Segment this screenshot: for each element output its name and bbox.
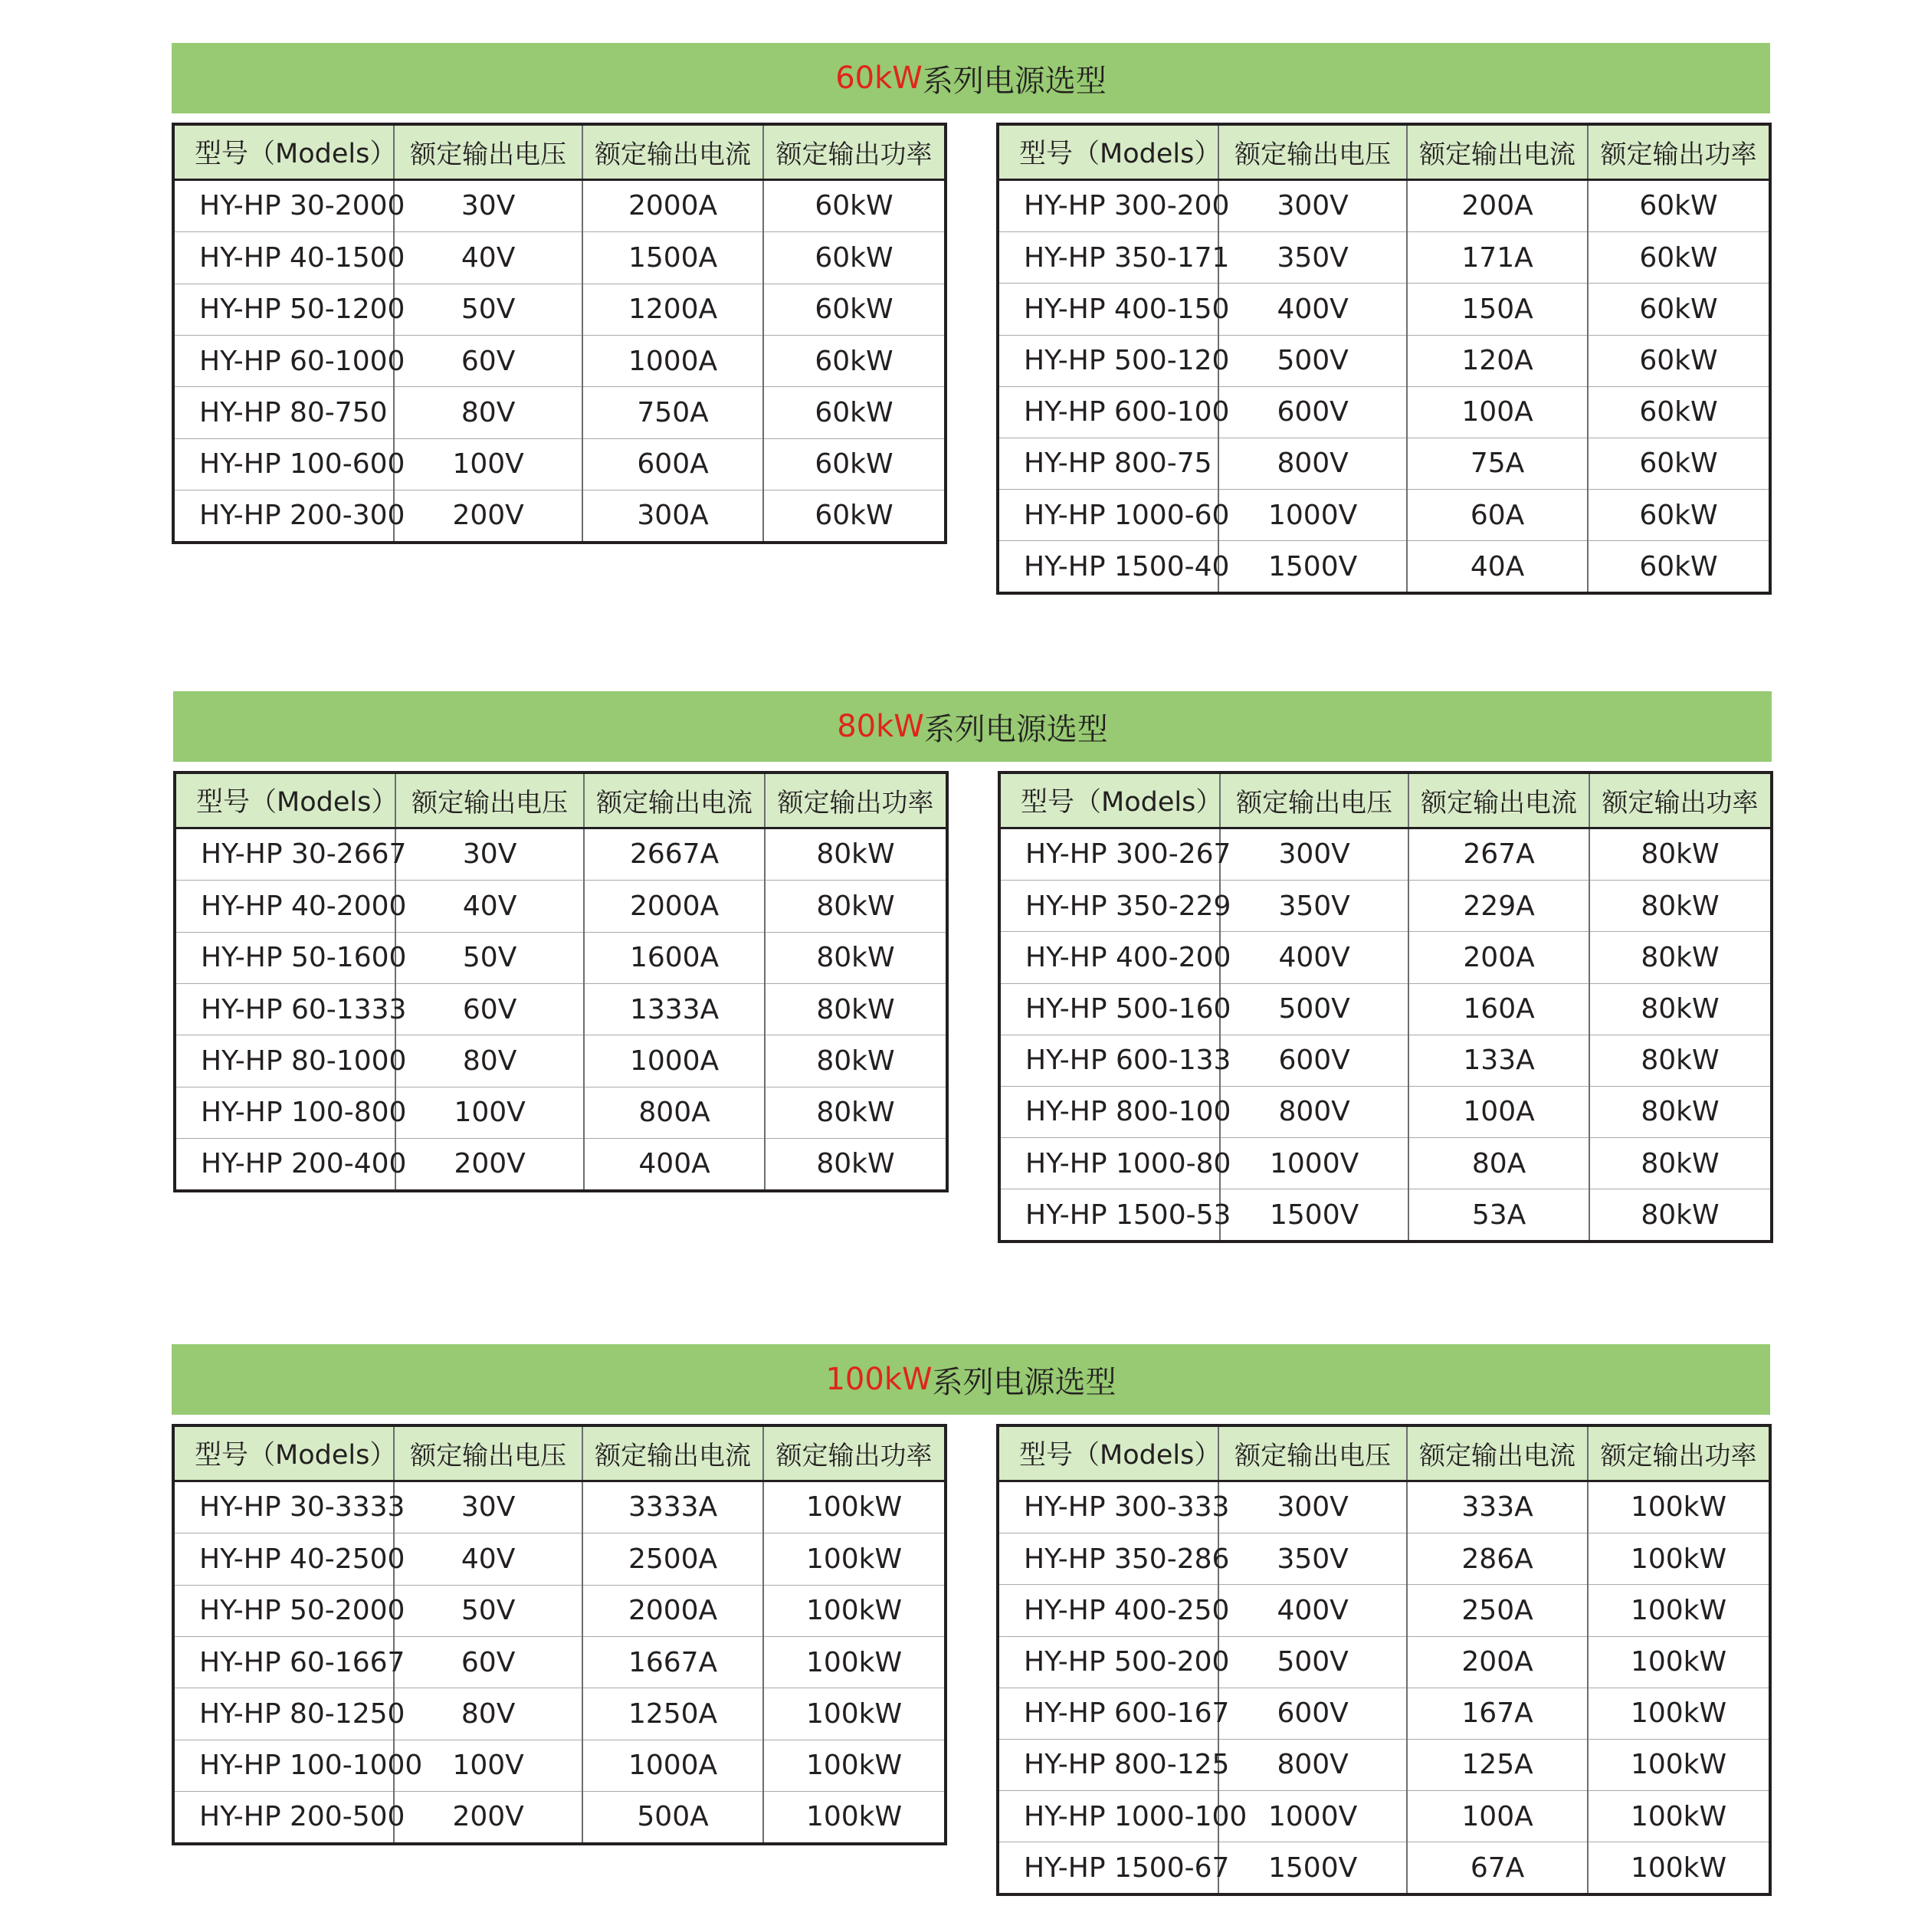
cell-voltage: 800V bbox=[1220, 1086, 1408, 1137]
cell-current: 2000A bbox=[582, 179, 763, 232]
spec-table bbox=[996, 123, 1772, 595]
cell-voltage: 30V bbox=[395, 828, 584, 881]
header-row bbox=[176, 774, 946, 828]
cell-current: 2000A bbox=[582, 1585, 763, 1636]
table-row bbox=[176, 828, 946, 881]
table-row bbox=[176, 1087, 946, 1138]
cell-current: 229A bbox=[1408, 881, 1589, 932]
cell-model: HY-HP 60-1333 bbox=[176, 984, 395, 1035]
cell-power: 60kW bbox=[1588, 489, 1769, 540]
cell-current: 80A bbox=[1408, 1137, 1589, 1189]
table-row bbox=[175, 1481, 944, 1533]
table-row bbox=[175, 284, 944, 335]
cell-power: 100kW bbox=[1630, 1852, 1727, 1884]
cell-voltage: 350V bbox=[1220, 881, 1408, 932]
cell-voltage: 40V bbox=[394, 232, 582, 284]
table-row bbox=[176, 1138, 946, 1189]
table-row bbox=[175, 336, 944, 387]
header-current: 额定输出电流 bbox=[1408, 774, 1589, 828]
header-row bbox=[999, 1427, 1769, 1481]
cell-current: 3333A bbox=[582, 1481, 763, 1533]
cell-power: 100kW bbox=[805, 1801, 903, 1833]
header-voltage: 额定输出电压 bbox=[394, 1427, 582, 1481]
cell-model: HY-HP 1500-40 bbox=[999, 541, 1218, 592]
header-power: 额定输出功率 bbox=[763, 126, 944, 179]
table-row bbox=[1001, 932, 1770, 983]
cell-current: 200A bbox=[1408, 932, 1589, 983]
cell-model: HY-HP 1000-100 bbox=[999, 1790, 1218, 1842]
cell-voltage: 40V bbox=[395, 881, 584, 932]
cell-current: 286A bbox=[1407, 1533, 1588, 1585]
cell-voltage: 300V bbox=[1220, 828, 1408, 881]
cell-model: HY-HP 400-200 bbox=[1001, 932, 1220, 983]
header-voltage: 额定输出电压 bbox=[395, 774, 584, 828]
spec-grid bbox=[176, 774, 946, 1189]
cell-model: HY-HP 500-200 bbox=[999, 1636, 1218, 1688]
cell-power: 80kW bbox=[1589, 828, 1770, 881]
cell-current: 2000A bbox=[584, 881, 765, 932]
cell-current: 100A bbox=[1408, 1086, 1589, 1137]
header-model: 型号（Models） bbox=[175, 126, 394, 179]
table-row bbox=[176, 881, 946, 932]
banner-title-suffix: 系列电源选型 bbox=[922, 63, 1107, 99]
cell-power: 80kW bbox=[1589, 881, 1770, 932]
cell-power: 80kW bbox=[816, 1148, 895, 1180]
cell-power: 60kW bbox=[763, 336, 944, 387]
table-row bbox=[1001, 1086, 1770, 1137]
cell-current: 160A bbox=[1408, 983, 1589, 1035]
cell-voltage: 80V bbox=[394, 1688, 582, 1740]
cell-power: 100kW bbox=[763, 1585, 944, 1636]
cell-voltage: 1500V bbox=[1218, 541, 1407, 592]
cell-power: 100kW bbox=[1588, 1739, 1769, 1790]
cell-voltage: 40V bbox=[394, 1533, 582, 1585]
cell-voltage: 100V bbox=[394, 1740, 582, 1791]
cell-model: HY-HP 1500-67 bbox=[999, 1842, 1218, 1893]
cell-current: 500A bbox=[582, 1791, 763, 1842]
cell-current: 133A bbox=[1408, 1035, 1589, 1086]
header-row bbox=[999, 126, 1769, 179]
cell-model: HY-HP 300-267 bbox=[1001, 828, 1220, 881]
header-power: 额定输出功率 bbox=[763, 1427, 944, 1481]
cell-current: 120A bbox=[1407, 335, 1588, 386]
cell-current: 2500A bbox=[582, 1533, 763, 1585]
cell-model: HY-HP 200-500 bbox=[175, 1791, 394, 1842]
cell-voltage: 1500V bbox=[1220, 1189, 1408, 1240]
header-voltage: 额定输出电压 bbox=[1218, 126, 1407, 179]
banner-power-label: 80kW bbox=[837, 709, 924, 744]
cell-power: 100kW bbox=[1588, 1533, 1769, 1585]
table-row bbox=[999, 1636, 1769, 1688]
cell-current: 200A bbox=[1407, 1636, 1588, 1688]
cell-voltage: 600V bbox=[1218, 1688, 1407, 1739]
cell-current: 1200A bbox=[582, 284, 763, 335]
cell-current: 1000A bbox=[584, 1035, 765, 1087]
cell-power: 60kW bbox=[815, 500, 894, 532]
cell-voltage: 60V bbox=[394, 336, 582, 387]
cell-power: 80kW bbox=[765, 881, 946, 932]
cell-model: HY-HP 30-2667 bbox=[176, 828, 395, 881]
cell-voltage: 50V bbox=[394, 284, 582, 335]
cell-power: 100kW bbox=[1588, 1636, 1769, 1688]
table-row bbox=[999, 1585, 1769, 1636]
table-row bbox=[1001, 1137, 1770, 1189]
spec-grid bbox=[175, 126, 944, 541]
cell-model: HY-HP 60-1000 bbox=[175, 336, 394, 387]
table-row bbox=[175, 1637, 944, 1688]
cell-model: HY-HP 50-2000 bbox=[175, 1585, 394, 1636]
cell-power: 100kW bbox=[763, 1481, 944, 1533]
cell-power: 60kW bbox=[1588, 179, 1769, 232]
cell-current: 150A bbox=[1407, 284, 1588, 335]
header-voltage: 额定输出电压 bbox=[394, 126, 582, 179]
table-row bbox=[999, 541, 1769, 592]
cell-model: HY-HP 40-2000 bbox=[176, 881, 395, 932]
cell-current: 167A bbox=[1407, 1688, 1588, 1739]
header-row bbox=[175, 1427, 944, 1481]
table-row bbox=[999, 1739, 1769, 1790]
table-row bbox=[175, 387, 944, 438]
cell-model: HY-HP 500-160 bbox=[1001, 983, 1220, 1035]
cell-model: HY-HP 600-167 bbox=[999, 1688, 1218, 1739]
table-row bbox=[175, 1533, 944, 1585]
cell-voltage: 60V bbox=[394, 1637, 582, 1688]
cell-voltage: 800V bbox=[1218, 438, 1407, 489]
cell-power: 100kW bbox=[763, 1688, 944, 1740]
cell-model: HY-HP 200-300 bbox=[175, 490, 394, 541]
cell-voltage: 80V bbox=[395, 1035, 584, 1087]
header-current: 额定输出电流 bbox=[582, 1427, 763, 1481]
spec-table bbox=[172, 1424, 947, 1845]
table-row bbox=[999, 386, 1769, 438]
table-row bbox=[175, 1688, 944, 1740]
table-row bbox=[175, 438, 944, 490]
cell-model: HY-HP 80-1000 bbox=[176, 1035, 395, 1087]
cell-voltage: 500V bbox=[1220, 983, 1408, 1035]
cell-voltage: 800V bbox=[1218, 1739, 1407, 1790]
cell-model: HY-HP 800-100 bbox=[1001, 1086, 1220, 1137]
cell-model: HY-HP 30-3333 bbox=[175, 1481, 394, 1533]
cell-model: HY-HP 80-750 bbox=[175, 387, 394, 438]
table-row bbox=[999, 1790, 1769, 1842]
cell-model: HY-HP 300-333 bbox=[999, 1481, 1218, 1533]
cell-current: 171A bbox=[1407, 232, 1588, 284]
banner-power-label: 60kW bbox=[835, 61, 923, 96]
cell-current: 67A bbox=[1407, 1842, 1588, 1893]
cell-model: HY-HP 800-75 bbox=[999, 438, 1218, 489]
cell-voltage: 350V bbox=[1218, 232, 1407, 284]
spec-grid bbox=[999, 126, 1769, 592]
table-row bbox=[999, 179, 1769, 232]
cell-current: 333A bbox=[1407, 1481, 1588, 1533]
cell-current: 100A bbox=[1407, 386, 1588, 438]
cell-model: HY-HP 1500-53 bbox=[1001, 1189, 1220, 1240]
cell-current: 1600A bbox=[584, 932, 765, 983]
cell-voltage: 600V bbox=[1218, 386, 1407, 438]
table-row bbox=[999, 1533, 1769, 1585]
cell-power: 80kW bbox=[765, 1035, 946, 1087]
cell-current: 200A bbox=[1407, 179, 1588, 232]
table-row bbox=[999, 232, 1769, 284]
header-model: 型号（Models） bbox=[175, 1427, 394, 1481]
cell-power: 80kW bbox=[765, 828, 946, 881]
cell-voltage: 50V bbox=[394, 1585, 582, 1636]
banner-power-label: 100kW bbox=[825, 1362, 933, 1397]
table-row bbox=[999, 489, 1769, 540]
cell-power: 80kW bbox=[1589, 1137, 1770, 1189]
cell-model: HY-HP 100-800 bbox=[176, 1087, 395, 1138]
spec-table bbox=[998, 771, 1773, 1243]
header-power: 额定输出功率 bbox=[765, 774, 946, 828]
cell-model: HY-HP 300-200 bbox=[999, 179, 1218, 232]
cell-power: 80kW bbox=[765, 984, 946, 1035]
header-model: 型号（Models） bbox=[1001, 774, 1220, 828]
cell-model: HY-HP 400-250 bbox=[999, 1585, 1218, 1636]
cell-voltage: 500V bbox=[1218, 1636, 1407, 1688]
cell-power: 100kW bbox=[763, 1740, 944, 1791]
cell-power: 80kW bbox=[1641, 1199, 1720, 1231]
section-banner-80kw bbox=[173, 691, 1772, 762]
cell-current: 53A bbox=[1408, 1189, 1589, 1240]
cell-model: HY-HP 200-400 bbox=[176, 1138, 395, 1189]
header-power: 额定输出功率 bbox=[1588, 1427, 1769, 1481]
cell-model: HY-HP 50-1200 bbox=[175, 284, 394, 335]
header-model: 型号（Models） bbox=[176, 774, 395, 828]
spec-grid bbox=[175, 1427, 944, 1842]
header-power: 额定输出功率 bbox=[1588, 126, 1769, 179]
cell-power: 100kW bbox=[1588, 1585, 1769, 1636]
cell-current: 1500A bbox=[582, 232, 763, 284]
cell-model: HY-HP 1000-60 bbox=[999, 489, 1218, 540]
cell-voltage: 50V bbox=[395, 932, 584, 983]
cell-current: 400A bbox=[584, 1138, 765, 1189]
cell-power: 80kW bbox=[765, 932, 946, 983]
cell-voltage: 80V bbox=[394, 387, 582, 438]
cell-power: 100kW bbox=[763, 1637, 944, 1688]
cell-voltage: 1000V bbox=[1218, 1790, 1407, 1842]
header-model: 型号（Models） bbox=[999, 126, 1218, 179]
cell-current: 60A bbox=[1407, 489, 1588, 540]
cell-power: 60kW bbox=[763, 438, 944, 490]
cell-model: HY-HP 100-1000 bbox=[175, 1740, 394, 1791]
cell-power: 60kW bbox=[1588, 284, 1769, 335]
table-row bbox=[175, 1791, 944, 1842]
cell-voltage: 60V bbox=[395, 984, 584, 1035]
cell-voltage: 300V bbox=[1218, 1481, 1407, 1533]
header-current: 额定输出电流 bbox=[584, 774, 765, 828]
cell-current: 100A bbox=[1407, 1790, 1588, 1842]
cell-power: 80kW bbox=[1589, 1035, 1770, 1086]
cell-model: HY-HP 1000-80 bbox=[1001, 1137, 1220, 1189]
spec-table bbox=[996, 1424, 1772, 1896]
cell-model: HY-HP 60-1667 bbox=[175, 1637, 394, 1688]
header-voltage: 额定输出电压 bbox=[1218, 1427, 1407, 1481]
cell-power: 100kW bbox=[1588, 1481, 1769, 1533]
header-row bbox=[175, 126, 944, 179]
cell-voltage: 200V bbox=[395, 1138, 584, 1189]
table-row bbox=[1001, 828, 1770, 881]
cell-voltage: 30V bbox=[394, 1481, 582, 1533]
cell-power: 80kW bbox=[1589, 983, 1770, 1035]
cell-power: 100kW bbox=[1588, 1790, 1769, 1842]
cell-voltage: 400V bbox=[1220, 932, 1408, 983]
cell-current: 750A bbox=[582, 387, 763, 438]
cell-power: 60kW bbox=[1588, 232, 1769, 284]
cell-power: 60kW bbox=[763, 387, 944, 438]
cell-model: HY-HP 30-2000 bbox=[175, 179, 394, 232]
spec-table bbox=[172, 123, 947, 544]
table-row bbox=[1001, 983, 1770, 1035]
table-row bbox=[999, 1842, 1769, 1893]
header-voltage: 额定输出电压 bbox=[1220, 774, 1408, 828]
cell-power: 60kW bbox=[763, 284, 944, 335]
header-model: 型号（Models） bbox=[999, 1427, 1218, 1481]
cell-power: 80kW bbox=[1589, 1086, 1770, 1137]
table-row bbox=[176, 984, 946, 1035]
header-current: 额定输出电流 bbox=[1407, 126, 1588, 179]
cell-power: 80kW bbox=[765, 1087, 946, 1138]
table-row bbox=[175, 179, 944, 232]
cell-power: 80kW bbox=[1589, 932, 1770, 983]
table-row bbox=[1001, 1189, 1770, 1240]
cell-model: HY-HP 50-1600 bbox=[176, 932, 395, 983]
cell-voltage: 100V bbox=[395, 1087, 584, 1138]
header-row bbox=[1001, 774, 1770, 828]
table-row bbox=[999, 335, 1769, 386]
table-row bbox=[999, 1481, 1769, 1533]
cell-current: 1333A bbox=[584, 984, 765, 1035]
banner-title-suffix: 系列电源选型 bbox=[923, 711, 1108, 747]
cell-current: 40A bbox=[1407, 541, 1588, 592]
cell-voltage: 200V bbox=[394, 490, 582, 541]
table-row bbox=[999, 284, 1769, 335]
cell-current: 1667A bbox=[582, 1637, 763, 1688]
cell-power: 60kW bbox=[1588, 335, 1769, 386]
table-row bbox=[176, 932, 946, 983]
cell-voltage: 100V bbox=[394, 438, 582, 490]
cell-voltage: 1000V bbox=[1220, 1137, 1408, 1189]
cell-power: 60kW bbox=[763, 232, 944, 284]
cell-model: HY-HP 600-100 bbox=[999, 386, 1218, 438]
table-row bbox=[999, 438, 1769, 489]
section-banner-100kw bbox=[172, 1344, 1770, 1415]
cell-model: HY-HP 40-2500 bbox=[175, 1533, 394, 1585]
cell-voltage: 200V bbox=[394, 1791, 582, 1842]
cell-voltage: 300V bbox=[1218, 179, 1407, 232]
cell-current: 600A bbox=[582, 438, 763, 490]
cell-current: 125A bbox=[1407, 1739, 1588, 1790]
cell-power: 100kW bbox=[763, 1533, 944, 1585]
header-current: 额定输出电流 bbox=[1407, 1427, 1588, 1481]
cell-model: HY-HP 800-125 bbox=[999, 1739, 1218, 1790]
cell-voltage: 600V bbox=[1220, 1035, 1408, 1086]
table-row bbox=[175, 232, 944, 284]
cell-current: 250A bbox=[1407, 1585, 1588, 1636]
cell-current: 2667A bbox=[584, 828, 765, 881]
cell-power: 60kW bbox=[1588, 386, 1769, 438]
cell-voltage: 30V bbox=[394, 179, 582, 232]
table-row bbox=[175, 490, 944, 541]
table-row bbox=[1001, 1035, 1770, 1086]
cell-voltage: 1500V bbox=[1218, 1842, 1407, 1893]
table-row bbox=[175, 1740, 944, 1791]
cell-current: 1250A bbox=[582, 1688, 763, 1740]
header-current: 额定输出电流 bbox=[582, 126, 763, 179]
spec-grid bbox=[1001, 774, 1770, 1240]
section-banner-60kw bbox=[172, 43, 1770, 113]
spec-table bbox=[173, 771, 949, 1192]
table-row bbox=[175, 1585, 944, 1636]
cell-model: HY-HP 100-600 bbox=[175, 438, 394, 490]
cell-voltage: 350V bbox=[1218, 1533, 1407, 1585]
cell-voltage: 1000V bbox=[1218, 489, 1407, 540]
table-row bbox=[999, 1688, 1769, 1739]
cell-current: 800A bbox=[584, 1087, 765, 1138]
cell-current: 1000A bbox=[582, 336, 763, 387]
cell-power: 60kW bbox=[1588, 438, 1769, 489]
cell-model: HY-HP 350-171 bbox=[999, 232, 1218, 284]
cell-voltage: 400V bbox=[1218, 1585, 1407, 1636]
cell-voltage: 500V bbox=[1218, 335, 1407, 386]
banner-title-suffix: 系列电源选型 bbox=[932, 1364, 1116, 1400]
table-row bbox=[1001, 881, 1770, 932]
cell-model: HY-HP 350-229 bbox=[1001, 881, 1220, 932]
cell-power: 60kW bbox=[763, 179, 944, 232]
header-power: 额定输出功率 bbox=[1589, 774, 1770, 828]
cell-model: HY-HP 350-286 bbox=[999, 1533, 1218, 1585]
cell-power: 60kW bbox=[1639, 550, 1718, 582]
cell-model: HY-HP 40-1500 bbox=[175, 232, 394, 284]
spec-grid bbox=[999, 1427, 1769, 1893]
cell-model: HY-HP 80-1250 bbox=[175, 1688, 394, 1740]
cell-voltage: 400V bbox=[1218, 284, 1407, 335]
cell-current: 267A bbox=[1408, 828, 1589, 881]
cell-model: HY-HP 600-133 bbox=[1001, 1035, 1220, 1086]
cell-current: 75A bbox=[1407, 438, 1588, 489]
cell-current: 1000A bbox=[582, 1740, 763, 1791]
cell-power: 100kW bbox=[1588, 1688, 1769, 1739]
table-row bbox=[176, 1035, 946, 1087]
cell-current: 300A bbox=[582, 490, 763, 541]
cell-model: HY-HP 400-150 bbox=[999, 284, 1218, 335]
cell-model: HY-HP 500-120 bbox=[999, 335, 1218, 386]
